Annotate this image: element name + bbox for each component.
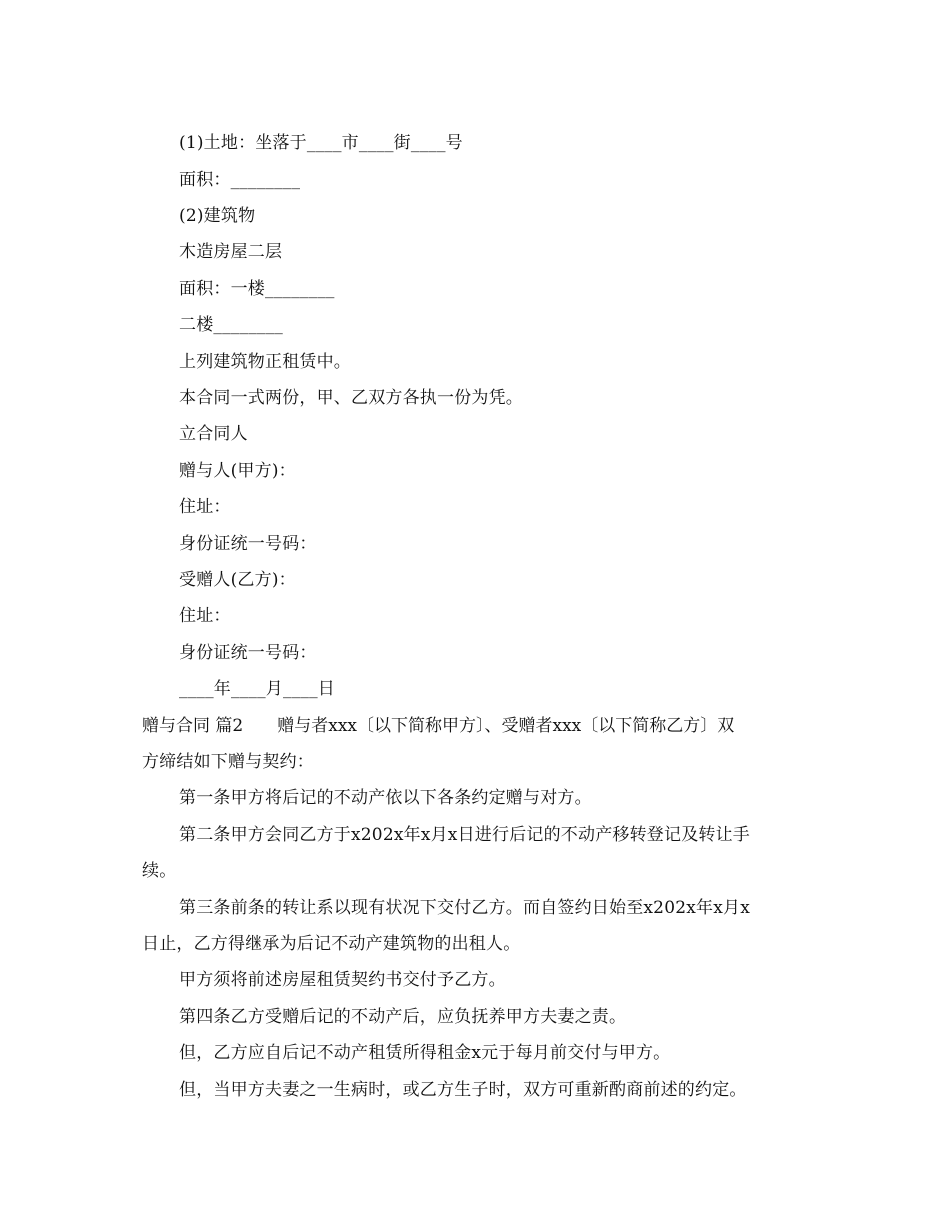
donor-label: 赠与人(甲方)：: [179, 461, 296, 481]
building-heading: (2)建筑物: [179, 206, 256, 226]
section2-intro-first: 赠与者xxx〔以下简称甲方〕、受赠者xxx〔以下简称乙方〕双: [277, 716, 735, 736]
signatories-heading: 立合同人: [179, 424, 248, 444]
donee-id-label: 身份证统一号码：: [179, 643, 317, 663]
lease-status-line: 上列建筑物正租赁中。: [179, 352, 351, 372]
article-4: 第四条乙方受赠后记的不动产后，应负抚养甲方夫妻之责。: [179, 1007, 627, 1027]
donee-address-label: 住址：: [179, 606, 231, 626]
article-3-line2: 日止，乙方得继承为后记不动产建筑物的出租人。: [142, 934, 521, 954]
land-location-line: (1)土地：坐落于____市____街____号: [179, 133, 463, 153]
article-2-line2: 续。: [142, 861, 177, 881]
land-area-line: 面积：________: [179, 170, 301, 190]
article-2-line1: 第二条甲方会同乙方于x202x年x月x日进行后记的不动产移转登记及转让手: [179, 825, 750, 845]
first-floor-area-line: 面积：一楼________: [179, 279, 335, 299]
article-3-note: 甲方须将前述房屋租赁契约书交付予乙方。: [179, 970, 506, 990]
section2-heading-row: [142, 715, 734, 737]
donee-label: 受赠人(乙方)：: [179, 570, 296, 590]
copies-clause-line: 本合同一式两份，甲、乙双方各执一份为凭。: [179, 388, 523, 408]
section2-title: 赠与合同 篇2: [142, 716, 244, 736]
date-line: ____年____月____日: [179, 679, 335, 699]
section2-intro-cont: 方缔结如下赠与契约：: [142, 752, 314, 772]
article-4-note1: 但，乙方应自后记不动产租赁所得租金x元于每月前交付与甲方。: [179, 1043, 671, 1063]
building-type-line: 木造房屋二层: [179, 242, 283, 262]
article-3-line1: 第三条前条的转让系以现有状况下交付乙方。而自签约日始至x202x年x月x: [179, 898, 750, 918]
donor-address-label: 住址：: [179, 497, 231, 517]
article-1: 第一条甲方将后记的不动产依以下各条约定赠与对方。: [179, 788, 592, 808]
donor-id-label: 身份证统一号码：: [179, 534, 317, 554]
article-4-note2: 但，当甲方夫妻之一生病时，或乙方生子时，双方可重新酌商前述的约定。: [179, 1080, 747, 1100]
second-floor-area-line: 二楼________: [179, 315, 283, 335]
